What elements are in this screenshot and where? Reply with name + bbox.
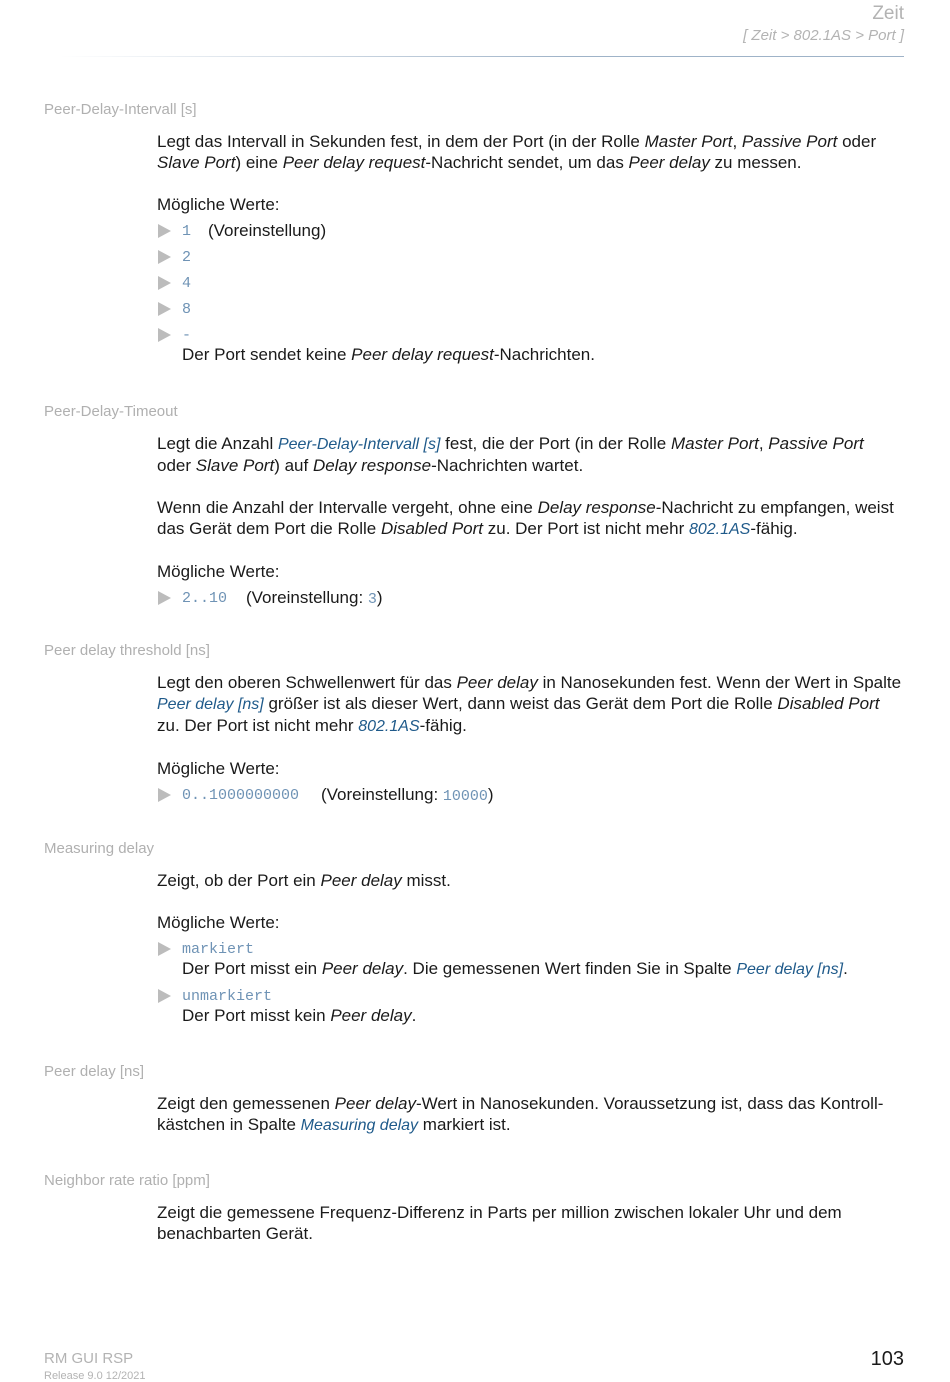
list-item: 4 [157, 272, 902, 298]
breadcrumb: [ Zeit > 802.1AS > Port ] [743, 27, 904, 44]
link-peer-delay-ns[interactable]: Peer delay [ns] [157, 696, 264, 713]
link-802-1as[interactable]: 802.1AS [358, 718, 420, 735]
list-item: unmarkiert [157, 985, 902, 1005]
section-heading: Measuring delay [44, 840, 155, 857]
list-item: 2 [157, 246, 902, 272]
description: Zeigt, ob der Port ein Peer delay misst. [157, 871, 451, 890]
list-item-description: Der Port misst kein Peer delay. [182, 1006, 417, 1025]
bullet-triangle-icon [158, 942, 171, 956]
footer-document-title: RM GUI RSP [44, 1350, 134, 1367]
list-item: markiert [157, 938, 902, 958]
possible-values-label: Mögliche Werte: [157, 195, 280, 214]
bullet-triangle-icon [158, 224, 171, 238]
page-number: 103 [870, 1348, 904, 1370]
list-item-description: Der Port misst ein Peer delay. Die gemessenen Wert finden Sie in Spalte Peer delay [ns]. [182, 959, 848, 978]
section-body [157, 672, 902, 810]
link-802-1as[interactable]: 802.1AS [688, 521, 751, 538]
list-item: 2..10 (Voreinstellung: 3) [157, 587, 902, 613]
section-heading: Peer delay threshold [ns] [44, 642, 210, 659]
description: Legt das Intervall in Sekunden fest, in dem der Port (in der Rolle Master Port, Passive Port oder Slave Port) eine Peer delay request-Nachricht sendet, um das Peer delay zu messen. [157, 132, 877, 172]
bullet-triangle-icon [158, 328, 171, 342]
description: Wenn die Anzahl der Intervalle vergeht, ohne eine Delay response-Nachricht zu empfangen, weist das Gerät dem Port die Rolle Disabled Port zu. Der Port ist nicht mehr 802.1AS-fähig. [157, 498, 894, 538]
possible-values-label: Mögliche Werte: [157, 913, 280, 932]
possible-values-label: Mögliche Werte: [157, 562, 280, 581]
section-heading: Peer delay [ns] [44, 1063, 145, 1080]
section-body [157, 1202, 902, 1244]
bullet-triangle-icon [158, 788, 171, 802]
footer-release: Release 9.0 12/2021 [44, 1370, 146, 1382]
section-body [157, 131, 902, 365]
possible-values-label: Mögliche Werte: [157, 759, 280, 778]
header-divider [60, 56, 904, 57]
bullet-triangle-icon [158, 302, 171, 316]
list-item: 1 (Voreinstellung) [157, 220, 902, 246]
section-body [157, 870, 902, 1026]
section-heading: Peer-Delay-Timeout [44, 403, 178, 420]
section-body [157, 433, 902, 613]
bullet-triangle-icon [158, 250, 171, 264]
value-list [157, 938, 902, 1026]
value-list [157, 220, 902, 365]
description: Legt die Anzahl Peer-Delay-Intervall [s] fest, die der Port (in der Rolle Master Port, Passive Port oder Slave Port) auf Delay response-Nachrichten wartet. [157, 434, 864, 475]
header-title: Zeit [872, 3, 904, 24]
bullet-triangle-icon [158, 989, 171, 1003]
description: Zeigt die gemessene Frequenz-Differenz in Parts per million zwischen lokaler Uhr und dem benachbarten Gerät. [157, 1203, 842, 1243]
description: Zeigt den gemessenen Peer delay-Wert in Nanosekunden. Voraussetzung ist, dass das Kontroll-kästchen in Spalte Measuring delay markiert ist. [157, 1094, 884, 1134]
section-body [157, 1093, 902, 1136]
value-list [157, 784, 902, 810]
description: Legt den oberen Schwellenwert für das Peer delay in Nanosekunden fest. Wenn der Wert in Spalte Peer delay [ns] größer ist als dieser Wert, dann weist das Gerät dem Port die Rolle Disabled Port zu. Der Port ist nicht mehr 802.1AS-fähig. [157, 673, 902, 735]
link-peer-delay-interval[interactable]: Peer-Delay-Intervall [s] [277, 436, 441, 453]
section-heading: Neighbor rate ratio [ppm] [44, 1172, 210, 1189]
value-list [157, 587, 902, 613]
list-item: 0..1000000000 (Voreinstellung: 10000) [157, 784, 902, 810]
link-peer-delay-ns[interactable]: Peer delay [ns] [736, 961, 844, 978]
link-measuring-delay[interactable]: Measuring delay [300, 1117, 419, 1134]
list-item: 8 [157, 298, 902, 324]
list-item: - [157, 324, 902, 344]
bullet-triangle-icon [158, 591, 171, 605]
bullet-triangle-icon [158, 276, 171, 290]
list-item-description: Der Port sendet keine Peer delay request-Nachrichten. [182, 345, 595, 364]
section-heading: Peer-Delay-Intervall [s] [44, 101, 197, 118]
